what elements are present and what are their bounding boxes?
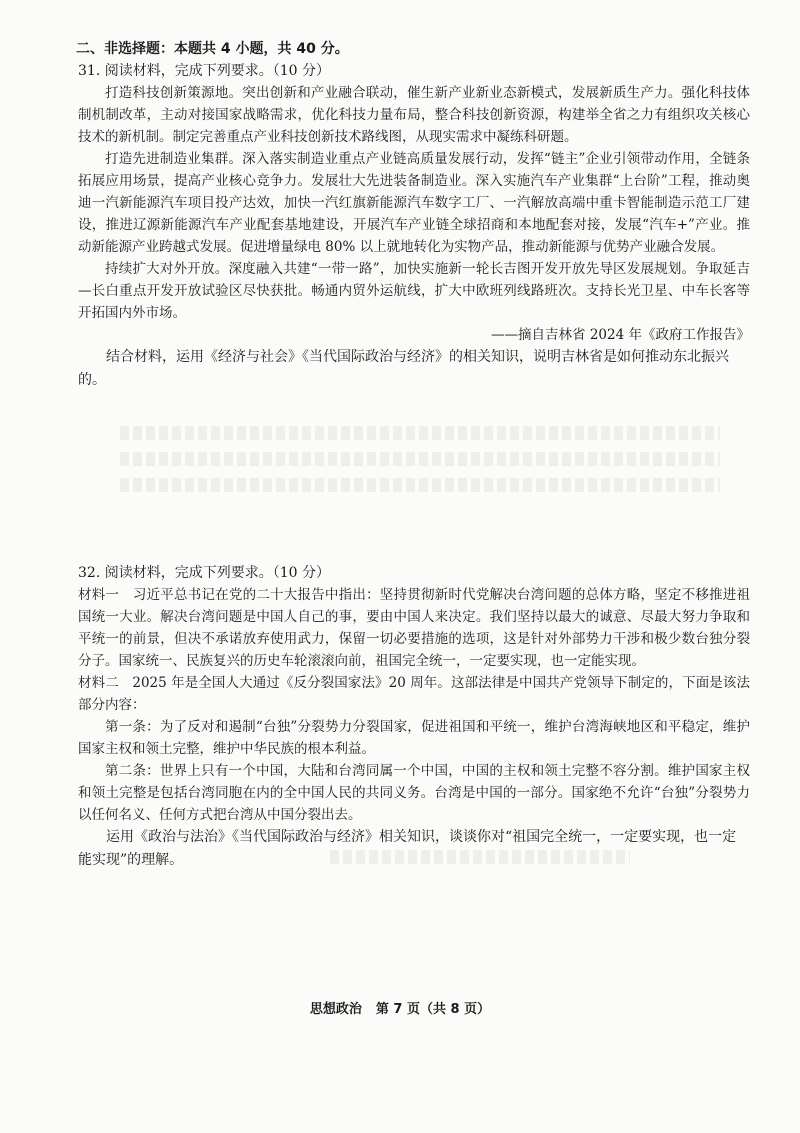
answer-space — [78, 392, 750, 562]
q32-article-1: 第一条：为了反对和遏制“台独”分裂势力分裂国家，促进祖国和平统一，维护台湾海峡地区和平稳定，维护国家主权和领土完整，维护中华民族的根本利益。 — [78, 719, 750, 757]
question-31 — [78, 60, 750, 392]
section-header: 二、非选择题：本题共 4 小题，共 40 分。 — [76, 41, 349, 57]
q32-material-2: 材料二 2025 年是全国人大通过《反分裂国家法》20 周年。这部法律是中国共产党领导下制定的，下面是该法部分内容： — [78, 675, 750, 713]
question-32 — [78, 562, 750, 872]
exam-page — [78, 38, 750, 872]
q31-prompt: 结合材料，运用《经济与社会》《当代国际政治与经济》的相关知识，说明吉林省是如何推动东北振兴的。 — [78, 349, 729, 388]
q32-prompt: 运用《政治与法治》《当代国际政治与经济》相关知识，谈谈你对“祖国完全统一，一定要实现，也一定能实现”的理解。 — [78, 829, 737, 868]
question-31-title: 31. 阅读材料，完成下列要求。（10 分） — [78, 63, 330, 79]
footer-page-number: 第 7 页（共 8 页） — [375, 1002, 491, 1017]
page-footer — [0, 998, 800, 1017]
q32-material-1: 材料一 习近平总书记在党的二十大报告中指出：坚持贯彻新时代党解决台湾问题的总体方略，坚定不移推进祖国统一大业。解决台湾问题是中国人自己的事，要由中国人来决定。我们坚持以最大的诚意、尽最大努力争取和平统一的前景，但决不承诺放弃使用武力，保留一切必要措施的选项，这是针对外部势力干涉和极少数台独分裂分子。国家统一、民族复兴的历史车轮滚滚向前，祖国完全统一，一定要实现，也一定能实现。 — [78, 587, 750, 669]
q31-paragraph-3: 持续扩大对外开放。深度融入共建“一带一路”，加快实施新一轮长吉图开发开放先导区发展规划。争取延吉—长白重点开发开放试验区尽快获批。畅通内贸外运航线，扩大中欧班列线路班次。支持长光卫星、中车长客等开拓国内外市场。 — [78, 261, 750, 321]
q31-paragraph-2: 打造先进制造业集群。深入落实制造业重点产业链高质量发展行动，发挥“链主”企业引领带动作用，全链条拓展应用场景，提高产业核心竞争力。发展壮大先进装备制造业。深入实施汽车产业集群“上台阶”工程，推动奥迪一汽新能源汽车项目投产达效，加快一汽红旗新能源汽车数字工厂、一汽解放高端中重卡智能制造示范工厂建设，推进辽源新能源汽车产业配套基地建设，开展汽车产业链全球招商和本地配套对接，发展“汽车+”产业。推动新能源产业跨越式发展。促进增量绿电 80% 以上就地转化为实物产品，推动新能源与优势产业融合发展。 — [78, 151, 750, 255]
question-32-title: 32. 阅读材料，完成下列要求。（10 分） — [78, 565, 330, 581]
q32-article-2: 第二条：世界上只有一个中国，大陆和台湾同属一个中国，中国的主权和领土完整不容分割。维护国家主权和领土完整是包括台湾同胞在内的全中国人民的共同义务。台湾是中国的一部分。国家绝不允许“台独”分裂势力以任何名义、任何方式把台湾从中国分裂出去。 — [78, 763, 750, 823]
q31-paragraph-1: 打造科技创新策源地。突出创新和产业融合联动，催生新产业新业态新模式，发展新质生产力。强化科技体制机制改革，主动对接国家战略需求，优化科技力量布局，整合科技创新资源，构建举全省之力有组织攻关核心技术的新机制。制定完善重点产业科技创新技术路线图，从现实需求中凝练科研题。 — [78, 85, 750, 145]
q31-source: ——摘自吉林省 2024 年《政府工作报告》 — [491, 327, 750, 343]
footer-subject: 思想政治 — [309, 1002, 362, 1017]
